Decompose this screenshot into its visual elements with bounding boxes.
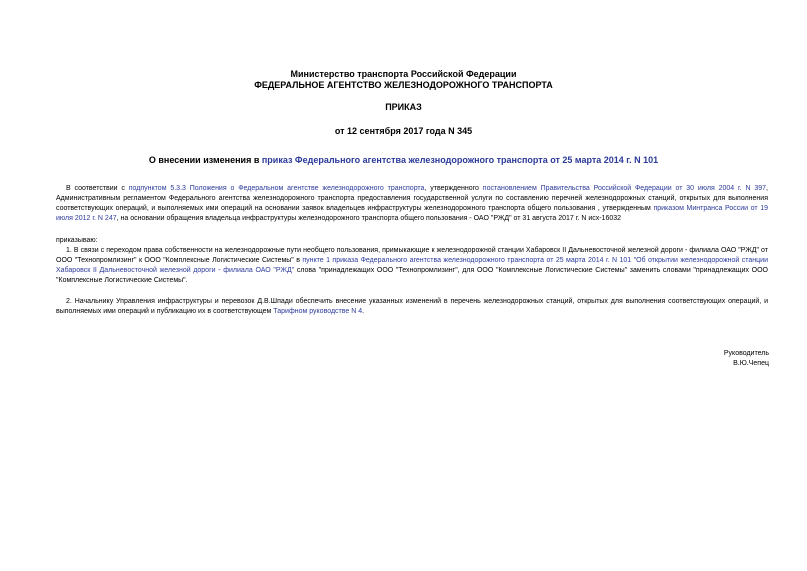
para1-text-c: ,: [766, 185, 768, 192]
item2-line1: 2. Начальнику Управления инфраструктуры и перевозок Д.В.Шпади обеспечить внесение указанных изменений в перечень железнодорожных станций, открытых для выполнения соответствующих операций, и: [66, 298, 768, 305]
para1-text-a: В соответствии с: [66, 185, 129, 192]
doc-type-heading: ПРИКАЗ: [385, 102, 422, 112]
document-title: [0, 155, 807, 166]
para1-link-regulation[interactable]: подпунктом 5.3.3 Положения о Федеральном агентстве железнодорожного транспорта: [128, 185, 425, 192]
para1-text-b: , утвержденного: [424, 185, 483, 192]
para1-text-e: , на основании обращения владельца инфраструктуры железнодорожного транспорта общего пользования - ОАО "РЖД" от 31 августа 2017 г. N исх-16032: [116, 215, 622, 222]
item1-text-b: слова "принадлежащих ООО "Технопромлизинг", для ООО "Комплексные Логистические Системы" заменить словами "принадлежащих ООО: [294, 267, 769, 274]
item2-line2: [56, 307, 768, 317]
para1-link-order-b[interactable]: июля 2012 г. N 247: [56, 215, 117, 222]
item1-line2: [56, 256, 768, 266]
para1-link-resolution[interactable]: постановлением Правительства Российской Федерации от 30 июля 2004 г. N 397: [482, 185, 767, 192]
title-prefix: О внесении изменения в: [148, 155, 262, 165]
doc-date-heading: от 12 сентября 2017 года N 345: [334, 126, 473, 136]
item1-link-point[interactable]: пункте 1 приказа Федерального агентства железнодорожного транспорта от 25 марта 2014 г. N 101 "Об открытии железнодорожной станции: [302, 257, 768, 264]
item1-line1: 1. В связи с переходом права собственности на железнодорожные пути необщего пользования, примыкающие к железнодорожной станции Хабаровск II Дальневосточной железной дороги - филиала ОАО "РЖД" от: [66, 247, 768, 254]
para1-link-order-a[interactable]: приказом Минтранса России от 19: [653, 205, 769, 212]
para1-line3: [56, 204, 768, 214]
item1-line3: [56, 266, 768, 276]
para1-line1: [66, 184, 768, 194]
order-word: приказываю:: [56, 237, 98, 244]
signature-name: В.Ю.Чепец: [733, 360, 769, 367]
para1-line4: [56, 214, 768, 224]
signature-position: Руководитель: [723, 350, 769, 357]
item1-line4: "Комплексные Логистические Системы".: [56, 277, 188, 284]
item2-text-a: выполняемых ими операций и публикацию их в соответствующем: [56, 308, 274, 315]
item1-link-station[interactable]: Хабаровск II Дальневосточной железной дороги - филиала ОАО "РЖД": [56, 267, 295, 274]
agency-heading: ФЕДЕРАЛЬНОЕ АГЕНТСТВО ЖЕЛЕЗНОДОРОЖНОГО ТРАНСПОРТА: [254, 80, 553, 90]
item2-link-tariff[interactable]: Тарифном руководстве N 4: [273, 308, 363, 315]
para1-text-d: соответствующих операций, и выполняемых ими операций на основании заявок владельцев инфраструктуры железнодорожного транспорта общего пользования , утвержденным: [56, 205, 654, 212]
ministry-heading: Министерство транспорта Российской Федерации: [290, 69, 517, 79]
item2-text-b: .: [362, 308, 365, 315]
para1-line2: Административным регламентом Федерального агентства железнодорожного транспорта предоставления государственной услуги по составлению перечней железнодорожных станций, открытых для выполнения: [56, 195, 768, 202]
title-link[interactable]: приказ Федерального агентства железнодорожного транспорта от 25 марта 2014 г. N 101: [261, 155, 659, 165]
item1-text-a: ООО "Технопромлизинг" к ООО "Комплексные Логистические Системы" в: [56, 257, 303, 264]
